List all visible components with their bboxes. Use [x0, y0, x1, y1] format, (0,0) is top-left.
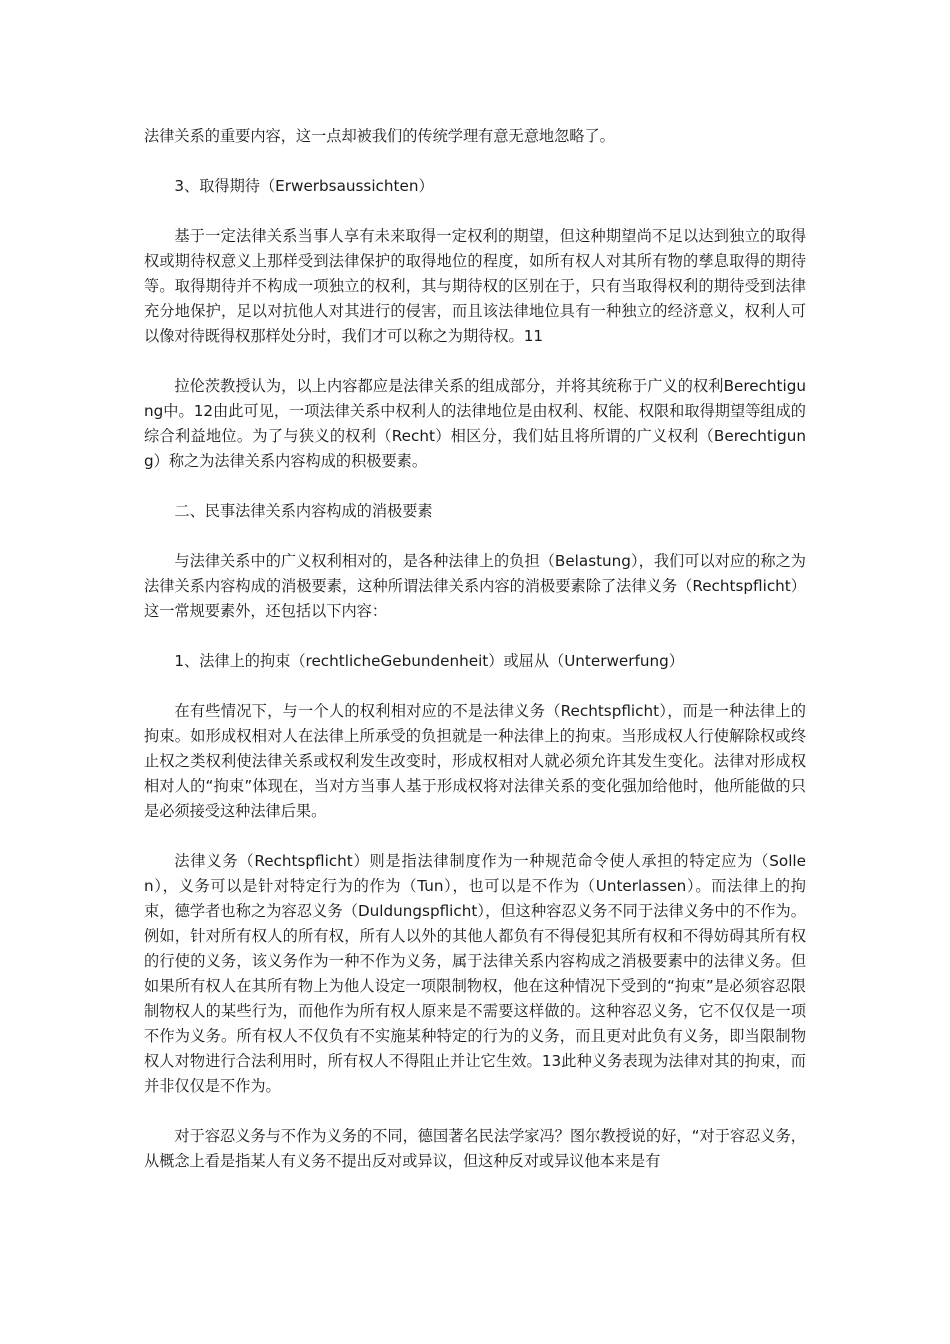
section-heading-legal-binding: 1、法律上的拘束（rechtlicheGebundenheit）或屈从（Unterwerfung） [174, 652, 684, 670]
paragraph-burdens: 与法律关系中的广义权利相对的，是各种法律上的负担（Belastung），我们可以对应的称之为法律关系内容构成的消极要素，这种所谓法律关系内容的消极要素除了法律义务（Rechtspflicht）这一常规要素外，还包括以下内容： [144, 552, 806, 620]
paragraph-tolerance-duty: 对于容忍义务与不作为义务的不同，德国著名民法学家冯？图尔教授说的好，“对于容忍义务，从概念上看是指某人有义务不提出反对或异议，但这种反对或异议他本来是有 [144, 1127, 806, 1170]
document-page [144, 124, 806, 1174]
section-heading-acquisition-expectation: 3、取得期待（Erwerbsaussichten） [174, 177, 434, 195]
paragraph-legal-duty: 法律义务（Rechtspflicht）则是指法律制度作为一种规范命令使人承担的特定应为（Sollen），义务可以是针对特定行为的作为（Tun），也可以是不作为（Unterlassen）。而法律上的拘束，德学者也称之为容忍义务（Duldungspflicht），但这种容忍义务不同于法律义务中的不作为。例如，针对所有权人的所有权，所有人以外的其他人都负有不得侵犯其所有权和不得妨碍其所有权的行使的义务，该义务作为一种不作为义务，属于法律关系内容构成之消极要素中的法律义务。但如果所有权人在其所有物上为他人设定一项限制物权，他在这种情况下受到的“拘束”是必须容忍限制物权人的某些行为，而他作为所有权人原来是不需要这样做的。这种容忍义务，它不仅仅是一项不作为义务。所有权人不仅负有不实施某种特定的行为的义务，而且更对此负有义务，即当限制物权人对物进行合法利用时，所有权人不得阻止并让它生效。13此种义务表现为法律对其的拘束，而并非仅仅是不作为。 [144, 852, 806, 1095]
paragraph-continuation: 法律关系的重要内容，这一点却被我们的传统学理有意无意地忽略了。 [144, 127, 615, 145]
paragraph-larenz: 拉伦茨教授认为，以上内容都应是法律关系的组成部分，并将其统称于广义的权利Berechtigung中。12由此可见，一项法律关系中权利人的法律地位是由权利、权能、权限和取得期望等组成的综合利益地位。为了与狭义的权利（Recht）相区分，我们姑且将所谓的广义权利（Berechtigung）称之为法律关系内容构成的积极要素。 [144, 377, 806, 470]
section-heading-negative-elements: 二、民事法律关系内容构成的消极要素 [174, 502, 433, 520]
paragraph-acquisition-expectation: 基于一定法律关系当事人享有未来取得一定权利的期望，但这种期望尚不足以达到独立的取得权或期待权意义上那样受到法律保护的取得地位的程度，如所有权人对其所有物的孳息取得的期待等。取得期待并不构成一项独立的权利，其与期待权的区别在于，只有当取得权利的期待受到法律充分地保护，足以对抗他人对其进行的侵害，而且该法律地位具有一种独立的经济意义，权利人可以像对待既得权那样处分时，我们才可以称之为期待权。11 [144, 227, 806, 345]
paragraph-legal-binding: 在有些情况下，与一个人的权利相对应的不是法律义务（Rechtspflicht），而是一种法律上的拘束。如形成权相对人在法律上所承受的负担就是一种法律上的拘束。当形成权人行使解除权或终止权之类权利使法律关系或权利发生改变时，形成权相对人就必须允许其发生变化。法律对形成权相对人的“拘束”体现在，当对方当事人基于形成权将对法律关系的变化强加给他时，他所能做的只是必须接受这种法律后果。 [144, 702, 806, 820]
